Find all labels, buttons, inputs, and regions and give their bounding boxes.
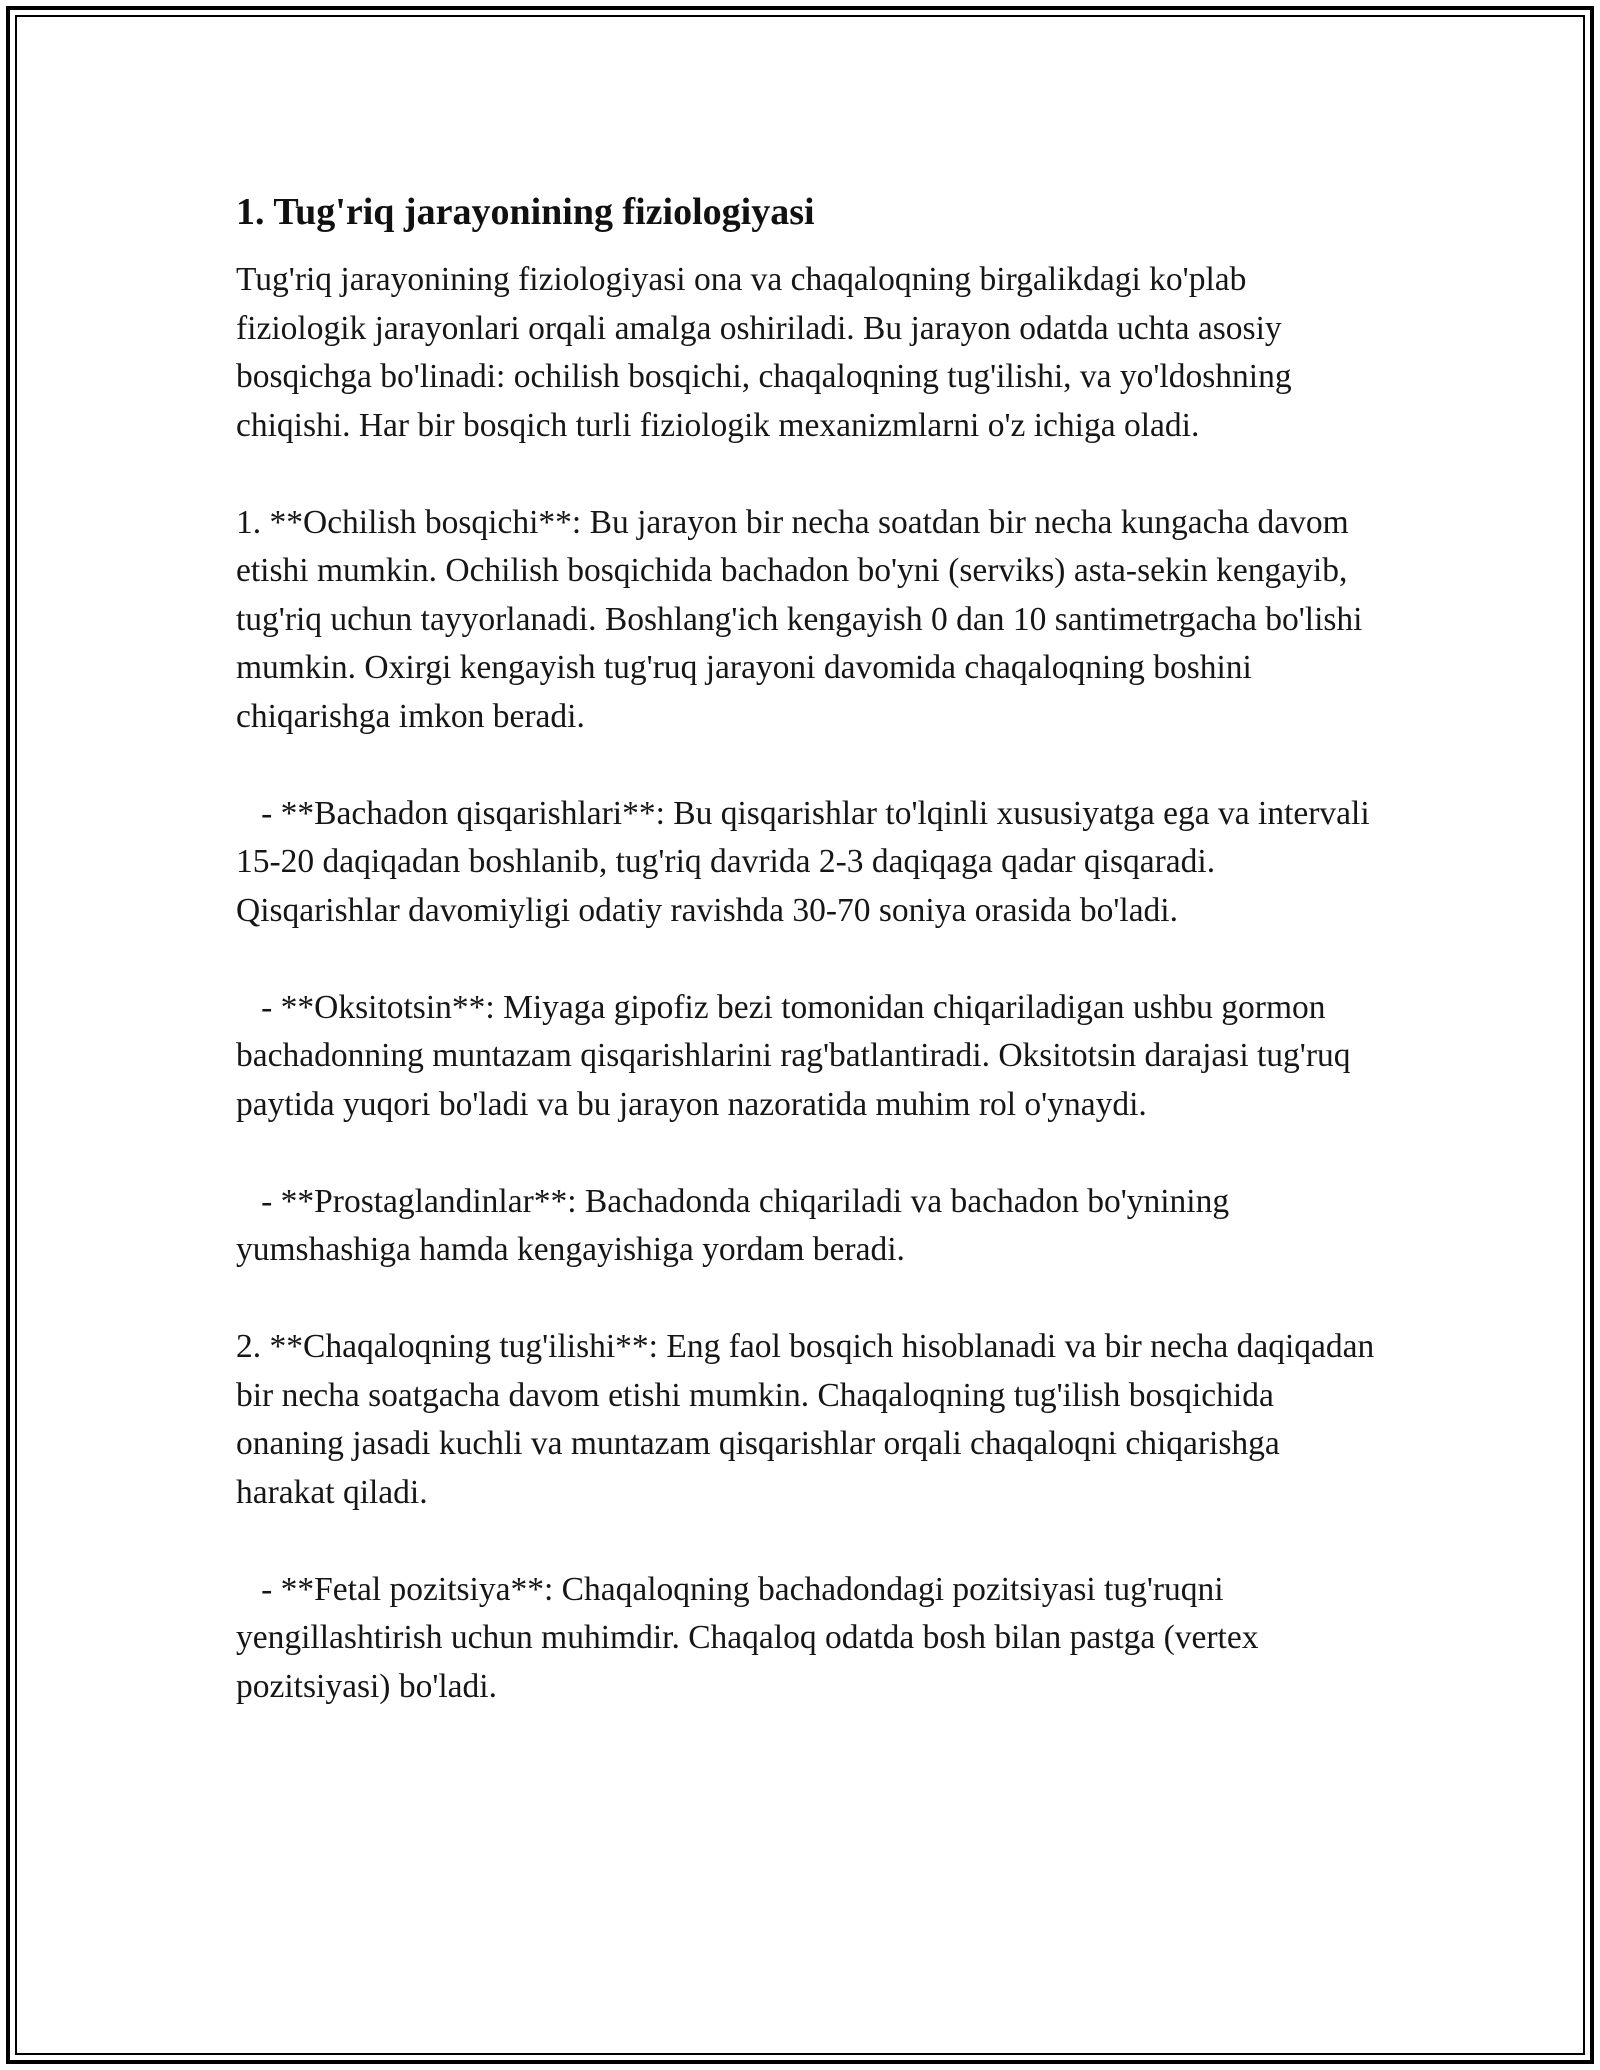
paragraph-gap <box>236 1129 1376 1178</box>
document-body <box>236 186 1383 1711</box>
section-heading: 1. Tug'riq jarayonining fiziologiyasi <box>236 191 815 233</box>
paragraph-gap <box>236 1517 1376 1566</box>
intro-paragraph: Tug'riq jarayonining fiziologiyasi ona va chaqaloqning birgalikdagi ko'plab fiziologik jarayonlari orqali amalga oshiriladi. Bu jarayon odatda uchta asosiy bosqichga bo'linadi: ochilish bosqichi, chaqaloqning tug'ilishi, va yo'ldoshning chiqishi. Har bir bosqich turli fiziologik mexanizmlarni o'z ichiga oladi. <box>236 261 1300 444</box>
stage-2-paragraph: 2. **Chaqaloqning tug'ilishi**: Eng faol bosqich hisoblanadi va bir necha daqiqadan bir necha soatgacha davom etishi mumkin. Chaqaloqning tug'ilish bosqichida onaning jasadi kuchli va muntazam qisqarishlar orqali chaqaloqni chiqarishga harakat qiladi. <box>236 1328 1383 1511</box>
paragraph-gap <box>236 741 1376 790</box>
paragraph-gap <box>236 935 1376 984</box>
fetal-position-paragraph: - **Fetal pozitsiya**: Chaqaloqning bachadondagi pozitsiyasi tug'ruqni yengillashtirish uchun muhimdir. Chaqaloq odatda bosh bilan pastga (vertex pozitsiyasi) bo'ladi. <box>236 1570 1267 1705</box>
paragraph-gap <box>236 1275 1376 1324</box>
oxytocin-paragraph: - **Oksitotsin**: Miyaga gipofiz bezi tomonidan chiqariladigan ushbu gormon bachadonning muntazam qisqarishlarini rag'batlantiradi. Oksitotsin darajasi tug'ruq paytida yuqori bo'ladi va bu jarayon nazoratida muhim rol o'ynaydi. <box>236 988 1359 1123</box>
contractions-paragraph: - **Bachadon qisqarishlari**: Bu qisqarishlar to'lqinli xususiyatga ega va intervali 15-20 daqiqadan boshlanib, tug'riq davrida 2-3 daqiqaga qadar qisqaradi. Qisqarishlar davomiyligi odatiy ravishda 30-70 soniya orasida bo'ladi. <box>236 794 1379 929</box>
prostaglandins-paragraph: - **Prostaglandinlar**: Bachadonda chiqariladi va bachadon bo'ynining yumshashiga hamda kengayishiga yordam beradi. <box>236 1182 1238 1268</box>
paragraph-gap <box>236 450 1376 499</box>
stage-1-paragraph: 1. **Ochilish bosqichi**: Bu jarayon bir necha soatdan bir necha kungacha davom etishi mumkin. Ochilish bosqichida bachadon bo'yni (serviks) asta-sekin kengayib, tug'riq uchun tayyorlanadi. Boshlang'ich kengayish 0 dan 10 santimetrgacha bo'lishi mumkin. Oxirgi kengayish tug'ruq jarayoni davomida chaqaloqning boshini chiqarishga imkon beradi. <box>236 503 1371 735</box>
